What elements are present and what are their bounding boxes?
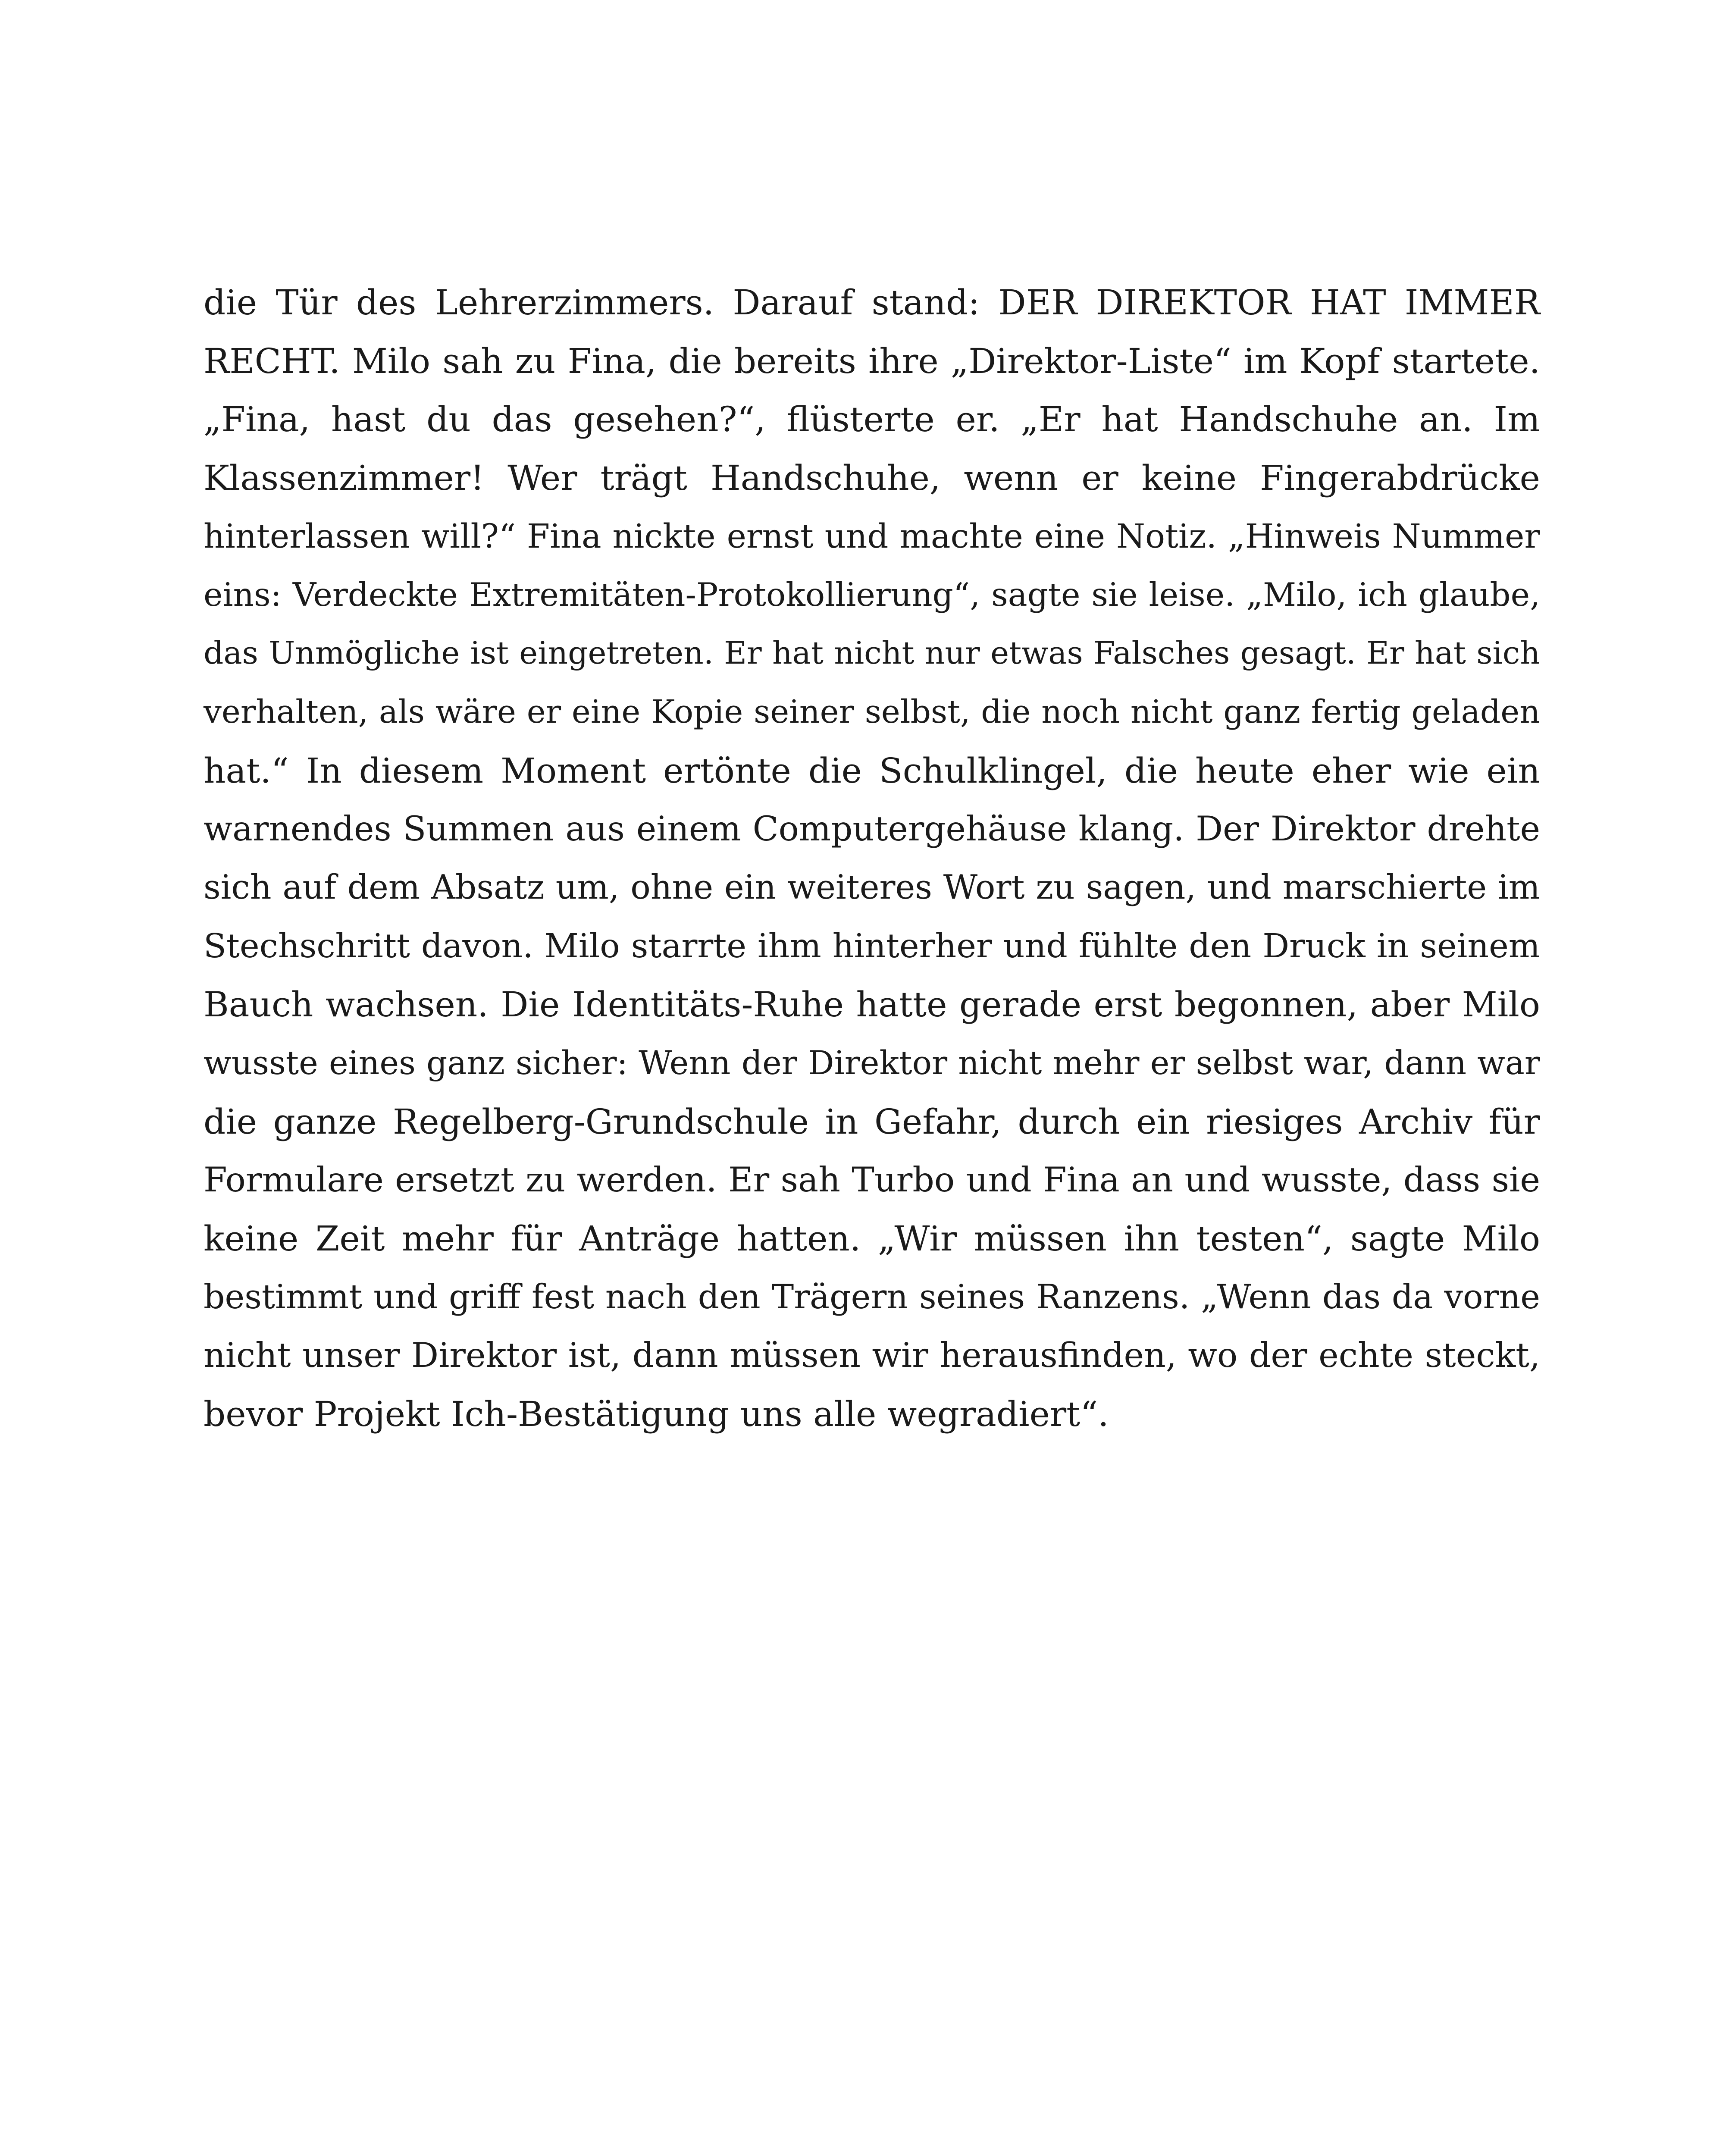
text-line: bestimmt und griff fest nach den Trägern seines Ranzens. „Wenn das da vorne — [204, 1277, 1540, 1316]
text-line: Stechschritt davon. Milo starrte ihm hinterher und fühlte den Druck in seinem — [204, 926, 1540, 965]
text-line: hinterlassen will?“ Fina nickte ernst und machte eine Notiz. „Hinweis Nummer — [204, 517, 1540, 556]
text-line: sich auf dem Absatz um, ohne ein weiteres Wort zu sagen, und marschierte im — [204, 868, 1540, 907]
text-line-last: bevor Projekt Ich-Bestätigung uns alle wegradiert“. — [204, 1394, 1109, 1435]
text-line: keine Zeit mehr für Anträge hatten. „Wir müssen ihn testen“, sagte Milo — [204, 1219, 1540, 1259]
text-line: die ganze Regelberg-Grundschule in Gefahr, durch ein riesiges Archiv für — [204, 1101, 1540, 1142]
text-line: eins: Verdeckte Extremitäten-Protokollierung“, sagte sie leise. „Milo, ich glaube, — [204, 576, 1540, 614]
text-line: verhalten, als wäre er eine Kopie seiner selbst, die noch nicht ganz fertig geladen — [204, 693, 1540, 730]
text-line: warnendes Summen aus einem Computergehäuse klang. Der Direktor drehte — [204, 809, 1540, 849]
text-line: Formulare ersetzt zu werden. Er sah Turbo und Fina an und wusste, dass sie — [204, 1160, 1540, 1200]
body-paragraph — [204, 273, 1540, 1444]
text-line: „Fina, hast du das gesehen?“, flüsterte er. „Er hat Handschuhe an. Im — [204, 399, 1540, 440]
text-line: hat.“ In diesem Moment ertönte die Schulklingel, die heute eher wie ein — [204, 750, 1540, 791]
text-line: RECHT. Milo sah zu Fina, die bereits ihre „Direktor-Liste“ im Kopf startete. — [204, 341, 1540, 381]
text-line: die Tür des Lehrerzimmers. Darauf stand: DER DIREKTOR HAT IMMER — [204, 282, 1540, 323]
text-line: nicht unser Direktor ist, dann müssen wir herausfinden, wo der echte steckt, — [204, 1335, 1540, 1376]
text-line: Klassenzimmer! Wer trägt Handschuhe, wenn er keine Fingerabdrücke — [204, 458, 1540, 498]
text-line: das Unmögliche ist eingetreten. Er hat nicht nur etwas Falsches gesagt. Er hat sich — [204, 635, 1540, 672]
text-line: wusste eines ganz sicher: Wenn der Direktor nicht mehr er selbst war, dann war — [204, 1044, 1540, 1082]
text-line: Bauch wachsen. Die Identitäts-Ruhe hatte gerade erst begonnen, aber Milo — [204, 984, 1540, 1025]
